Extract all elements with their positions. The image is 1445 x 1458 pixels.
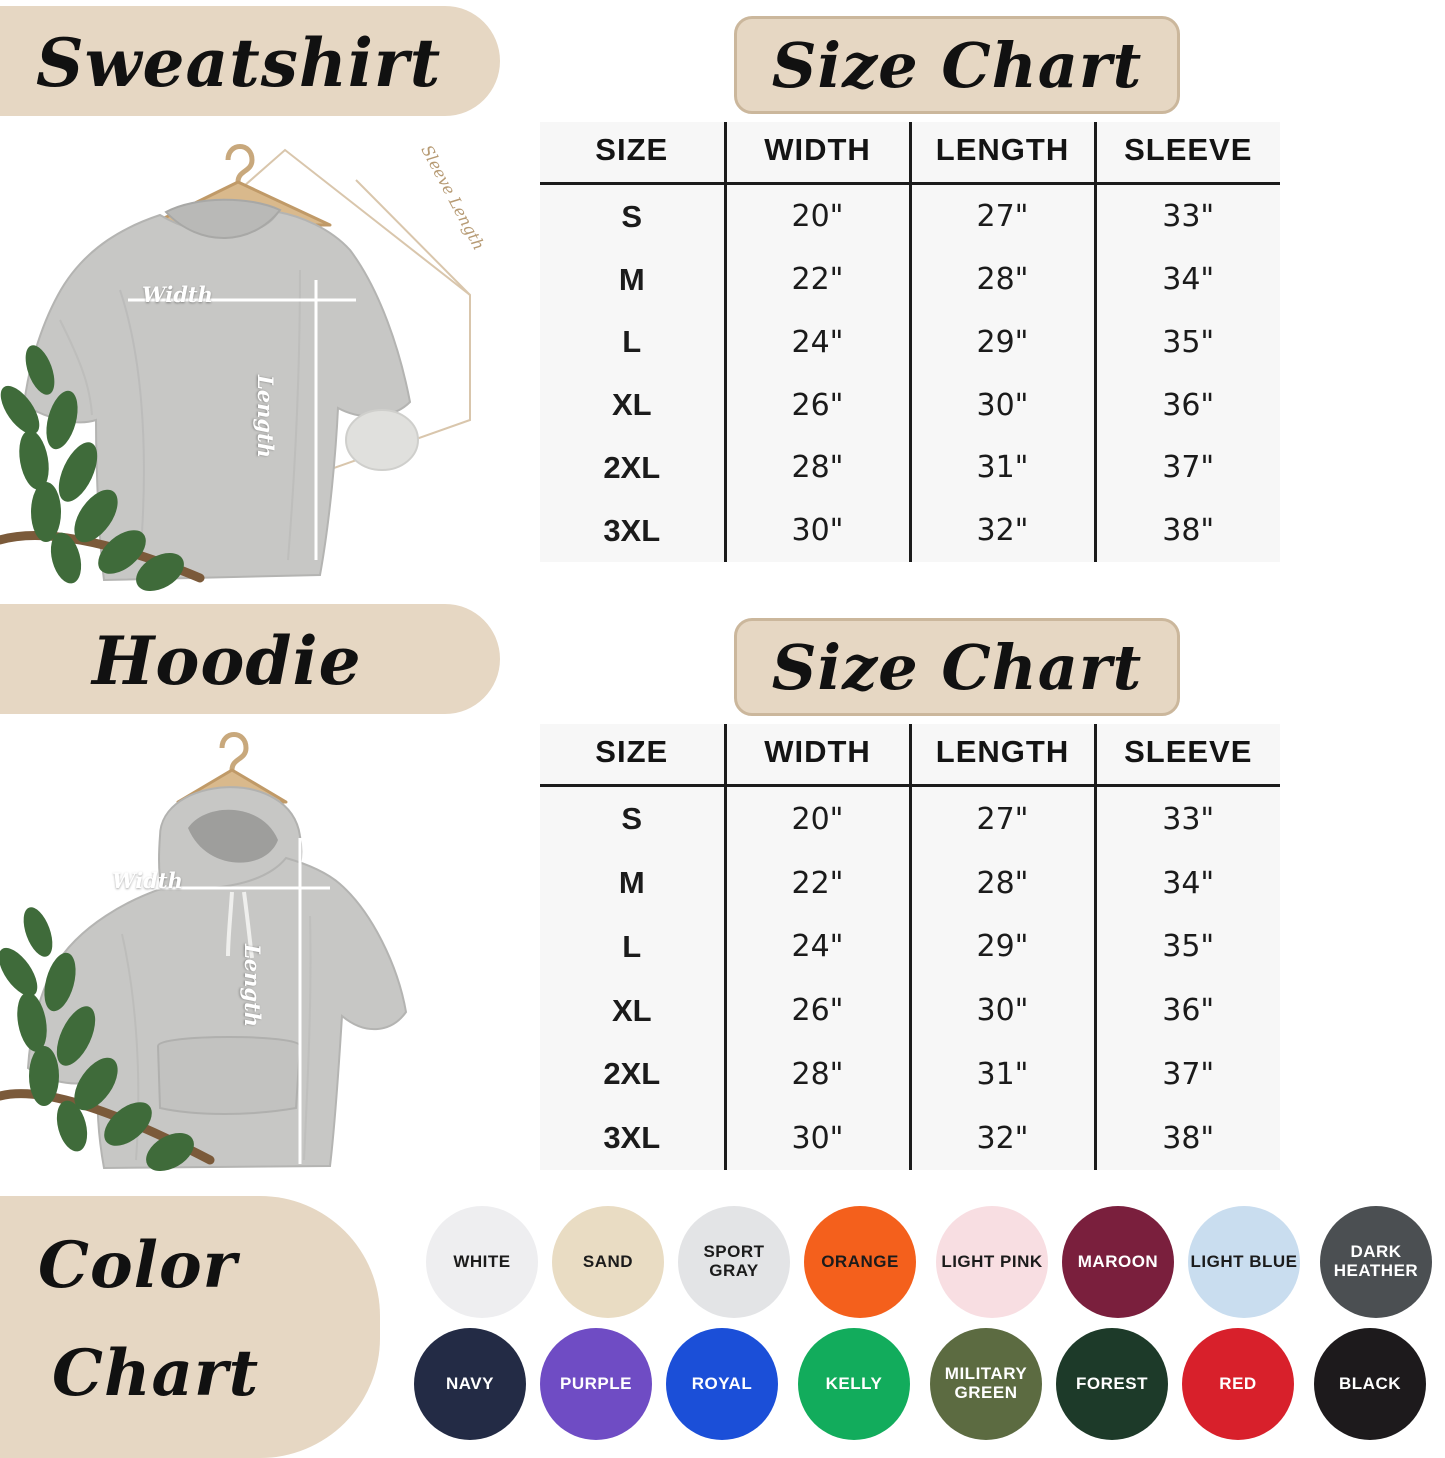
color-swatch-black[interactable] <box>1314 1328 1426 1440</box>
cell-width: 28" <box>725 436 910 499</box>
cell-size: XL <box>611 992 652 1028</box>
hoodie-size-table <box>540 724 1280 1170</box>
cell-width: 24" <box>725 915 910 979</box>
cell-sleeve: 35" <box>1095 311 1280 374</box>
cell-sleeve: 36" <box>1095 374 1280 437</box>
color-swatch-label: DARK HEATHER <box>1333 1242 1419 1280</box>
color-swatch-label: WHITE <box>453 1251 511 1271</box>
cell-sleeve: 33" <box>1095 786 1280 852</box>
hoodie-chart-heading: Size Chart <box>771 630 1143 704</box>
color-swatch-red[interactable] <box>1182 1328 1294 1440</box>
color-swatch-label: FOREST <box>1076 1373 1148 1393</box>
table-row <box>540 436 1280 499</box>
cell-width: 20" <box>725 184 910 249</box>
cell-length: 28" <box>910 248 1095 311</box>
header-size: SIZE <box>540 122 725 184</box>
sweatshirt-illustration <box>0 120 520 600</box>
sweatshirt-sleeve-label: Sleeve Length <box>417 141 489 254</box>
cell-length: 27" <box>910 786 1095 852</box>
table-header-row <box>540 122 1280 184</box>
cell-width: 26" <box>725 374 910 437</box>
cell-size: L <box>622 928 642 964</box>
color-swatch-navy[interactable] <box>414 1328 526 1440</box>
cell-length: 32" <box>910 499 1095 562</box>
cell-sleeve: 33" <box>1095 184 1280 249</box>
color-swatch-purple[interactable] <box>540 1328 652 1440</box>
cell-length: 30" <box>910 374 1095 437</box>
color-swatch-label: MILITARY GREEN <box>944 1364 1028 1402</box>
color-swatch-label: BLACK <box>1339 1373 1401 1393</box>
cell-width: 26" <box>725 979 910 1043</box>
cell-width: 20" <box>725 786 910 852</box>
header-width: WIDTH <box>725 724 910 786</box>
table-row <box>540 374 1280 437</box>
hoodie-illustration <box>0 716 520 1186</box>
cell-sleeve: 37" <box>1095 436 1280 499</box>
cell-size: L <box>622 324 642 360</box>
header-length: LENGTH <box>910 724 1095 786</box>
cell-length: 29" <box>910 311 1095 374</box>
color-swatch-label: LIGHT BLUE <box>1190 1251 1298 1271</box>
cell-size: 2XL <box>603 449 661 485</box>
color-swatch-label: PURPLE <box>560 1373 632 1393</box>
cell-length: 27" <box>910 184 1095 249</box>
sweatshirt-size-table-wrap <box>540 122 1280 562</box>
header-length: LENGTH <box>910 122 1095 184</box>
table-row <box>540 915 1280 979</box>
cell-size: S <box>621 198 643 234</box>
color-swatch-label: MAROON <box>1077 1251 1159 1271</box>
cell-width: 30" <box>725 1106 910 1170</box>
cell-size: 3XL <box>603 512 661 548</box>
cell-width: 24" <box>725 311 910 374</box>
cell-width: 22" <box>725 248 910 311</box>
sweatshirt-size-table <box>540 122 1280 562</box>
color-swatch-label: ORANGE <box>821 1251 899 1271</box>
sweatshirt-length-label: Length <box>253 375 278 459</box>
cell-length: 30" <box>910 979 1095 1043</box>
table-row <box>540 184 1280 249</box>
color-swatch-forest[interactable] <box>1056 1328 1168 1440</box>
cell-size: XL <box>611 387 652 423</box>
table-row <box>540 499 1280 562</box>
color-chart-title-line1: Color <box>38 1228 238 1303</box>
color-swatch-dark-heather[interactable] <box>1320 1206 1432 1318</box>
header-size: SIZE <box>540 724 725 786</box>
header-sleeve: SLEEVE <box>1095 122 1280 184</box>
color-swatch-white[interactable] <box>426 1206 538 1318</box>
color-swatch-label: ROYAL <box>691 1373 753 1393</box>
cell-size: S <box>621 801 643 837</box>
color-swatch-label: LIGHT PINK <box>941 1251 1043 1271</box>
table-header-row <box>540 724 1280 786</box>
header-width: WIDTH <box>725 122 910 184</box>
table-row <box>540 248 1280 311</box>
hoodie-width-label: Width <box>112 868 183 893</box>
color-swatch-sport-gray[interactable] <box>678 1206 790 1318</box>
table-row <box>540 851 1280 915</box>
cell-length: 31" <box>910 436 1095 499</box>
cell-size: 3XL <box>603 1120 661 1156</box>
table-row <box>540 1106 1280 1170</box>
cell-sleeve: 38" <box>1095 499 1280 562</box>
cell-size: 2XL <box>603 1056 661 1092</box>
cell-length: 32" <box>910 1106 1095 1170</box>
table-row <box>540 979 1280 1043</box>
color-chart-title-line2: Chart <box>52 1336 260 1411</box>
color-swatch-label: RED <box>1219 1373 1257 1393</box>
cell-width: 30" <box>725 499 910 562</box>
cell-length: 29" <box>910 915 1095 979</box>
color-swatch-maroon[interactable] <box>1062 1206 1174 1318</box>
header-sleeve: SLEEVE <box>1095 724 1280 786</box>
sweatshirt-chart-heading: Size Chart <box>771 28 1143 102</box>
hoodie-chart-heading-pill <box>734 618 1180 716</box>
color-swatch-label: NAVY <box>446 1373 494 1393</box>
cell-sleeve: 37" <box>1095 1043 1280 1107</box>
cell-size: M <box>618 865 645 901</box>
table-row <box>540 1043 1280 1107</box>
cell-sleeve: 35" <box>1095 915 1280 979</box>
color-swatch-light-pink[interactable] <box>936 1206 1048 1318</box>
color-swatch-kelly[interactable] <box>798 1328 910 1440</box>
table-row <box>540 786 1280 852</box>
color-swatch-light-blue[interactable] <box>1188 1206 1300 1318</box>
color-swatch-sand[interactable] <box>552 1206 664 1318</box>
cell-length: 31" <box>910 1043 1095 1107</box>
hoodie-size-table-wrap <box>540 724 1280 1170</box>
color-swatch-orange[interactable] <box>804 1206 916 1318</box>
sweatshirt-chart-heading-pill <box>734 16 1180 114</box>
color-swatch-label: SAND <box>582 1251 634 1271</box>
cell-sleeve: 34" <box>1095 248 1280 311</box>
table-row <box>540 311 1280 374</box>
hoodie-length-label: Length <box>240 944 265 1028</box>
color-swatch-royal[interactable] <box>666 1328 778 1440</box>
cell-length: 28" <box>910 851 1095 915</box>
cell-width: 28" <box>725 1043 910 1107</box>
cell-sleeve: 38" <box>1095 1106 1280 1170</box>
cell-size: M <box>618 261 645 297</box>
cell-sleeve: 36" <box>1095 979 1280 1043</box>
hoodie-title: Hoodie <box>92 622 362 700</box>
cell-width: 22" <box>725 851 910 915</box>
sweatshirt-width-label: Width <box>142 282 213 307</box>
sweatshirt-title: Sweatshirt <box>36 24 442 102</box>
cell-sleeve: 34" <box>1095 851 1280 915</box>
color-swatch-label: SPORT GRAY <box>703 1242 765 1280</box>
color-swatch-label: KELLY <box>825 1373 883 1393</box>
color-swatch-military-green[interactable] <box>930 1328 1042 1440</box>
